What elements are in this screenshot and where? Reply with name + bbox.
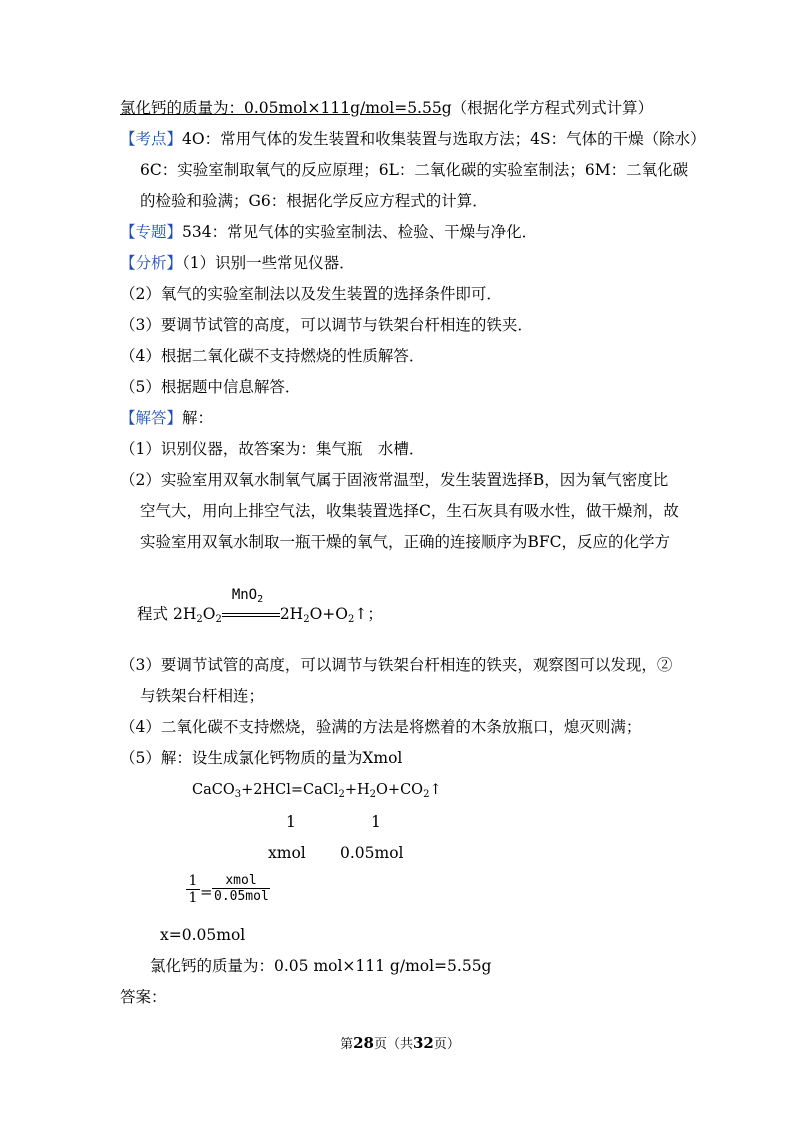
answer-2-line-2: 空气大，用向上排空气法，收集装置选择C，生石灰具有吸水性，做干燥剂，故 — [140, 502, 679, 520]
zhuanti-line — [120, 222, 537, 242]
ratio-2a: xmol — [268, 844, 306, 862]
fenxi-line-2: （2）氧气的实验室制法以及发生装置的选择条件即可． — [120, 285, 502, 303]
equation-reactants: $2H_2O_2$ — [172, 605, 222, 625]
fraction-left: $\frac{1}{1}$ — [186, 873, 200, 906]
fraction-right: xmol 0.05mol — [214, 873, 269, 904]
kaodian-line-1 — [120, 129, 706, 149]
fenxi-tag: 【分析】 — [120, 254, 183, 272]
fenxi-line-4: （4）根据二氧化碳不支持燃烧的性质解答． — [120, 347, 425, 365]
kaodian-line-3: 的检验和验满；G6：根据化学反应方程式的计算． — [140, 192, 488, 210]
fenxi-line-5: （5）根据题中信息解答． — [120, 378, 301, 396]
fenxi-text-1: （1）识别一些常见仪器． — [182, 254, 355, 272]
answer-4: （4）二氧化碳不支持燃烧，验满的方法是将燃着的木条放瓶口，熄灭则满； — [120, 718, 642, 736]
kaodian-tag: 【考点】 — [120, 130, 183, 148]
reaction-equation: $CaCO_3+2HCl=CaCl_2+H_2O+CO_2↑$ — [192, 782, 442, 800]
answer-5: （5）解：设生成氯化钙物质的量为Xmol — [120, 749, 403, 767]
equation-prefix: 程式 — [137, 605, 169, 623]
jieda-line — [120, 408, 213, 428]
jieda-tag: 【解答】 — [120, 409, 183, 427]
equation-line-bottom — [222, 616, 280, 617]
jieda-label: 解： — [182, 409, 214, 427]
result-note: （根据化学方程式列式计算） — [451, 99, 654, 117]
result-underlined: 氯化钙的质量为：0.05mol×111g/mol=5.55g — [120, 99, 452, 117]
ratio-2b: 0.05mol — [340, 844, 404, 862]
fenxi-line-1 — [120, 253, 355, 273]
answer-1: （1）识别仪器，故答案为：集气瓶 水槽． — [120, 440, 425, 458]
chemical-equation — [137, 587, 383, 630]
fraction-equals: = — [200, 883, 213, 901]
ratio-1a: 1 — [286, 813, 296, 831]
answer-3-line-2: 与铁架台杆相连； — [140, 687, 265, 705]
zhuanti-text: 534：常见气体的实验室制法、检验、干燥与净化． — [182, 223, 538, 241]
x-result: x=0.05mol — [160, 926, 246, 944]
page-footer: 第28页（共32页） — [340, 1034, 460, 1052]
total-pages: 32 — [413, 1034, 434, 1052]
result-line — [120, 98, 653, 118]
fenxi-line-3: （3）要调节试管的高度，可以调节与铁架台杆相连的铁夹． — [120, 316, 533, 334]
answer-2-line-3: 实验室用双氧水制取一瓶干燥的氧气，正确的连接顺序为BFC，反应的化学方 — [140, 533, 671, 551]
answer-2-line-1: （2）实验室用双氧水制氧气属于固液常温型，发生装置选择B，因为氧气密度比 — [120, 471, 669, 489]
kaodian-text-1: 4O：常用气体的发生装置和收集装置与选取方法；4S：气体的干燥（除水） — [182, 130, 706, 148]
answer-3-line-1: （3）要调节试管的高度，可以调节与铁架台杆相连的铁夹，观察图可以发现，② — [120, 656, 673, 674]
mass-line: 氯化钙的质量为：0.05 mol×111 g/mol=5.55g — [150, 957, 492, 975]
equation-products: $2H_2O+O_2↑$； — [279, 605, 383, 625]
equation-condition — [222, 587, 280, 625]
ratio-1b: 1 — [371, 813, 381, 831]
zhuanti-tag: 【专题】 — [120, 223, 183, 241]
equation-line-top — [222, 613, 280, 614]
catalyst-label: MnO$_2$ — [231, 587, 264, 605]
current-page: 28 — [353, 1034, 374, 1052]
kaodian-line-2: 6C：实验室制取氧气的反应原理；6L：二氧化碳的实验室制法；6M：二氧化碳 — [140, 161, 689, 179]
answer-label: 答案： — [120, 988, 167, 1006]
